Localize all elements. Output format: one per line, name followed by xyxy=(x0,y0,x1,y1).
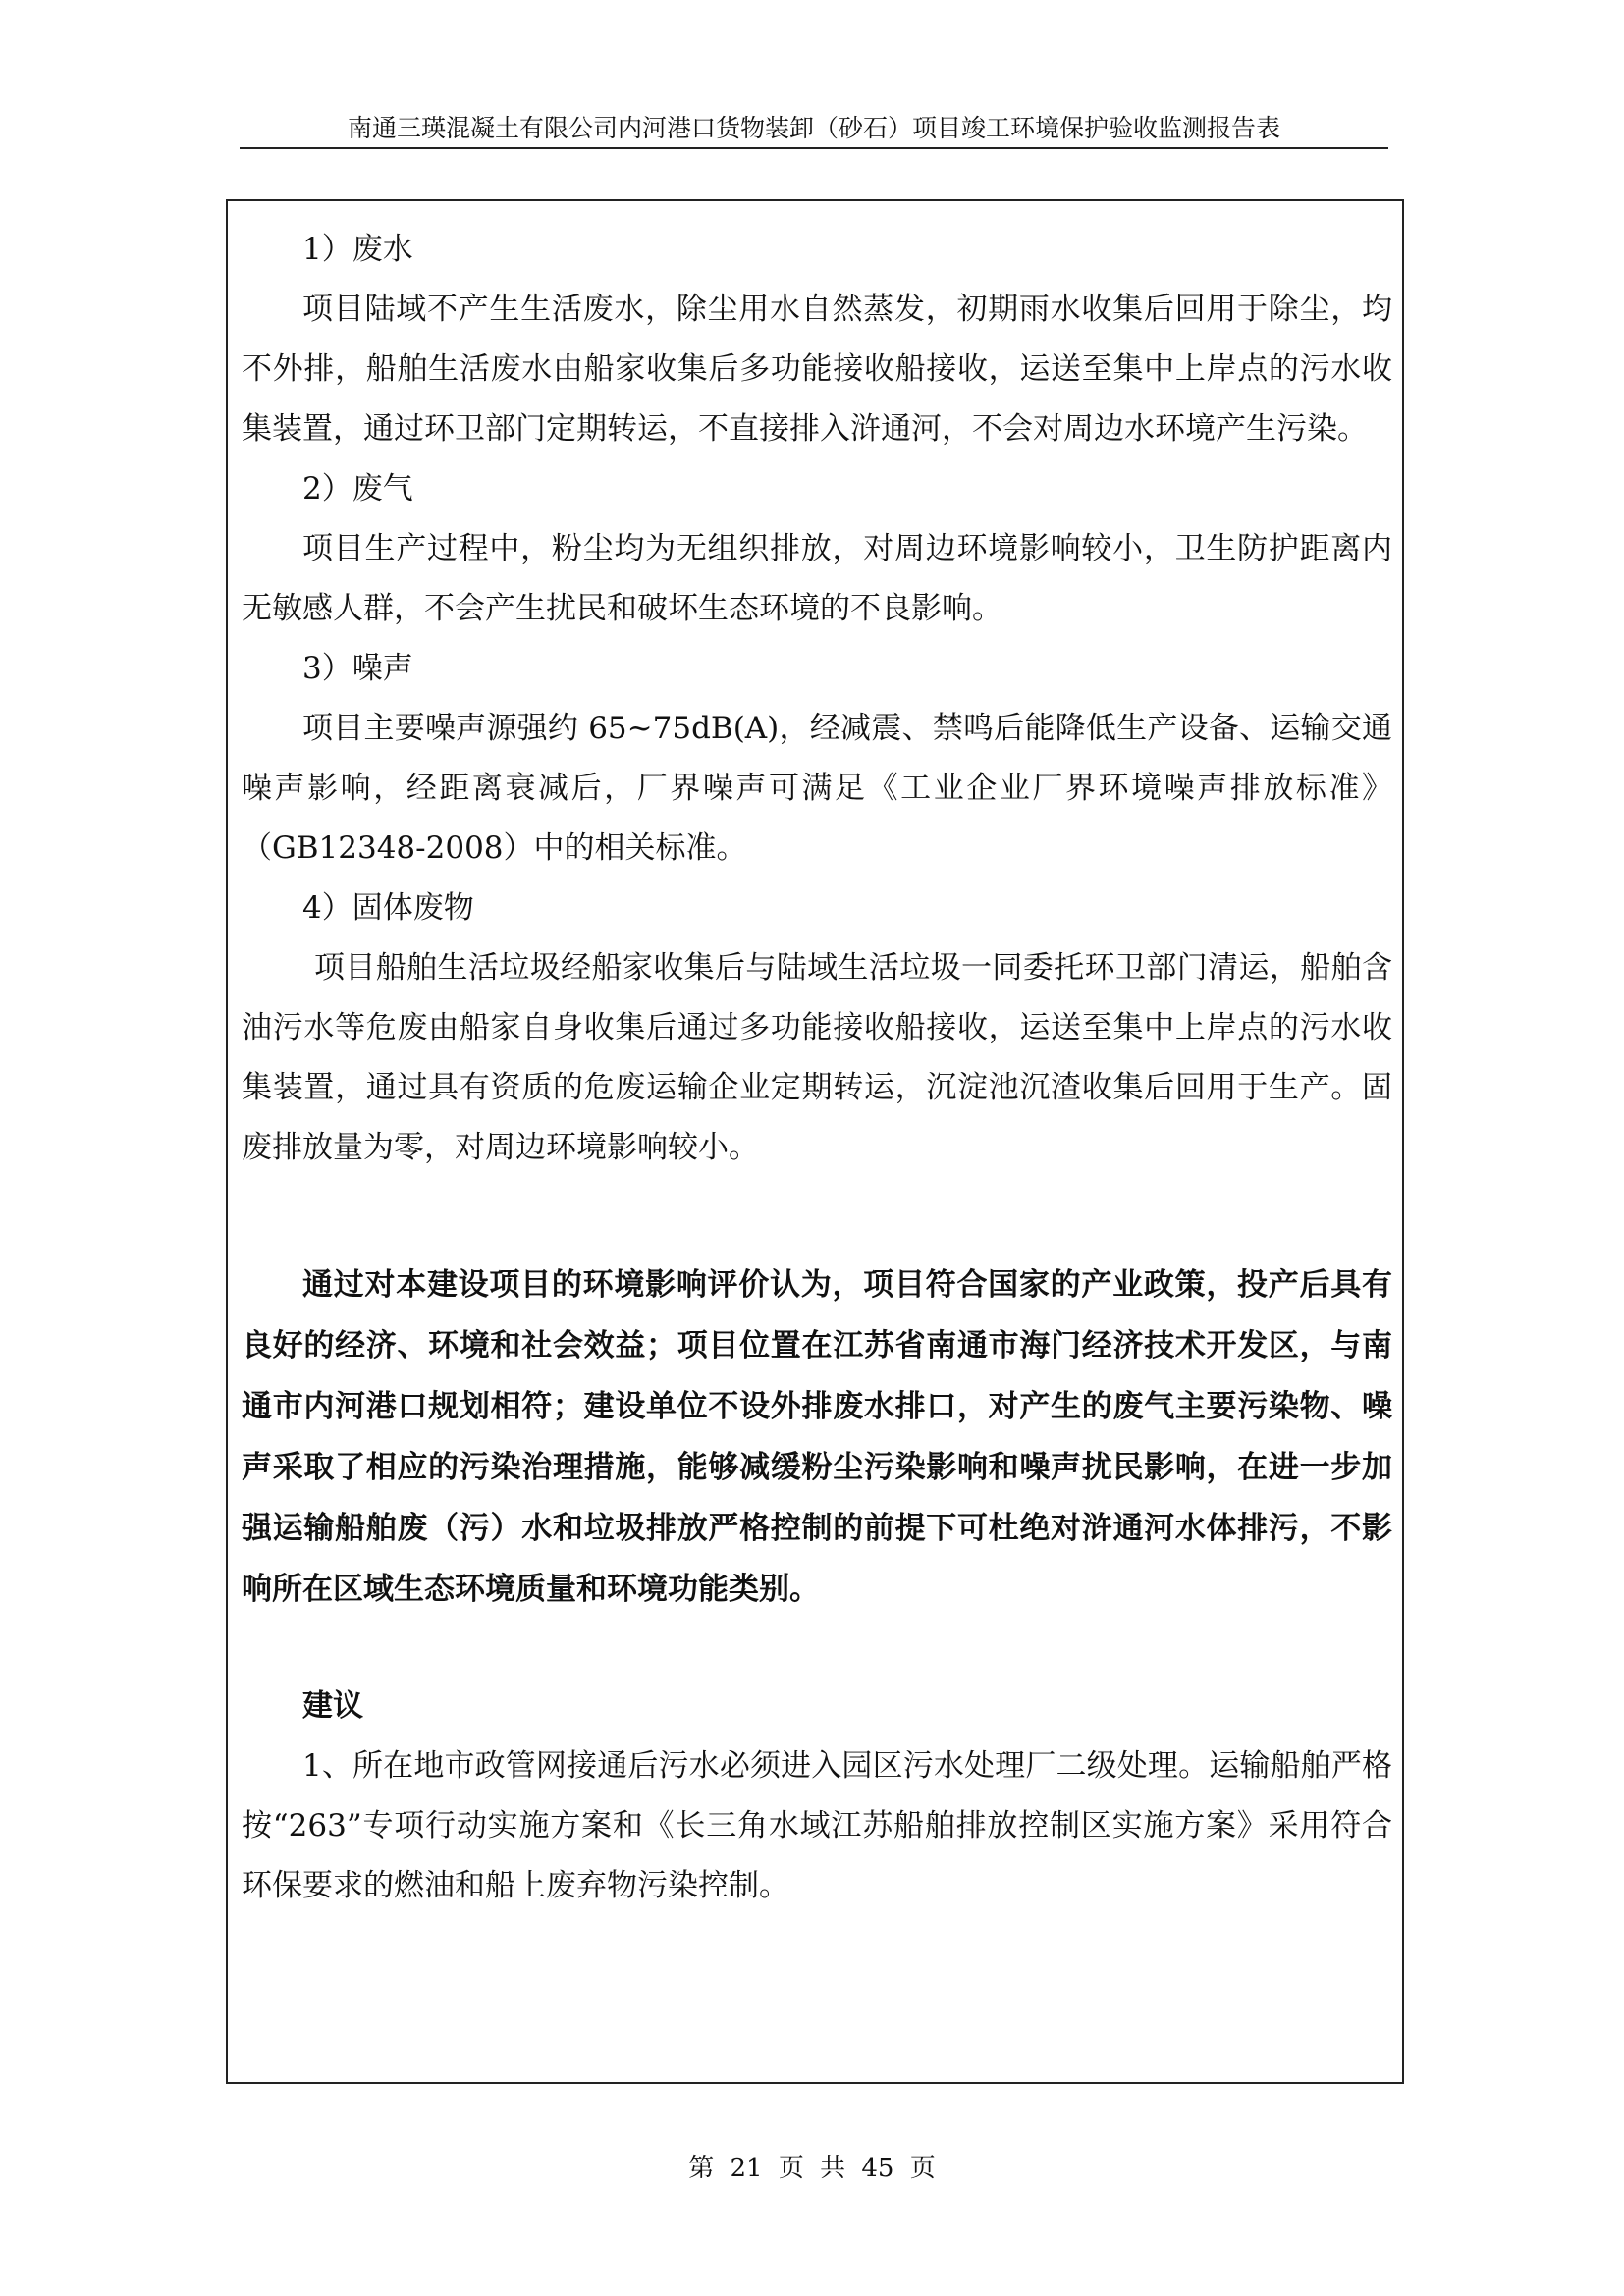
wastewater-heading: 1）废水 xyxy=(302,232,413,267)
exhaust-paragraph: 项目生产过程中，粉尘均为无组织排放，对周边环境影响较小，卫生防护距离内无敏感人群，不会产生扰民和破坏生态环境的不良影响。 xyxy=(242,531,1392,626)
header-divider xyxy=(240,147,1388,149)
page-number: 第 21 页 共 45 页 xyxy=(688,2154,936,2183)
report-body xyxy=(242,220,1392,1916)
noise-paragraph: 项目主要噪声源强约 65~75dB(A)，经减震、禁鸣后能降低生产设备、运输交通噪声影响，经距离衰减后，厂界噪声可满足《工业企业厂界环境噪声排放标准》（GB12348-2008）中的相关标准。 xyxy=(242,711,1392,866)
suggestions-title: 建议 xyxy=(302,1688,363,1724)
spacer xyxy=(242,1178,1392,1255)
solid-waste-heading: 4）固体废物 xyxy=(302,890,474,926)
solid-waste-paragraph: 项目船舶生活垃圾经船家收集后与陆域生活垃圾一同委托环卫部门清运，船舶含油污水等危废由船家自身收集后通过多功能接收船接收，运送至集中上岸点的污水收集装置，通过具有资质的危废运输企业定期转运，沉淀池沉渣收集后回用于生产。固废排放量为零，对周边环境影响较小。 xyxy=(242,950,1392,1165)
spacer xyxy=(242,1620,1392,1677)
exhaust-heading: 2）废气 xyxy=(302,471,413,507)
wastewater-paragraph: 项目陆域不产生生活废水，除尘用水自然蒸发，初期雨水收集后回用于除尘，均不外排，船舶生活废水由船家收集后多功能接收船接收，运送至集中上岸点的污水收集装置，通过环卫部门定期转运，不直接排入浒通河，不会对周边水环境产生污染。 xyxy=(242,292,1392,447)
conclusion-paragraph: 通过对本建设项目的环境影响评价认为，项目符合国家的产业政策，投产后具有良好的经济、环境和社会效益；项目位置在江苏省南通市海门经济技术开发区，与南通市内河港口规划相符；建设单位不设外排废水排口，对产生的废气主要污染物、噪声采取了相应的污染治理措施，能够减缓粉尘污染影响和噪声扰民影响，在进一步加强运输船舶废（污）水和垃圾排放严格控制的前提下可杜绝对浒通河水体排污，不影响所在区域生态环境质量和环境功能类别。 xyxy=(242,1267,1392,1607)
suggestion-item-1: 1、所在地市政管网接通后污水必须进入园区污水处理厂二级处理。运输船舶严格按“263”专项行动实施方案和《长三角水域江苏船舶排放控制区实施方案》采用符合环保要求的燃油和船上废弃物污染控制。 xyxy=(242,1748,1392,1903)
noise-heading: 3）噪声 xyxy=(302,651,413,686)
document-header-title: 南通三瑛混凝土有限公司内河港口货物装卸（砂石）项目竣工环境保护验收监测报告表 xyxy=(347,114,1280,142)
